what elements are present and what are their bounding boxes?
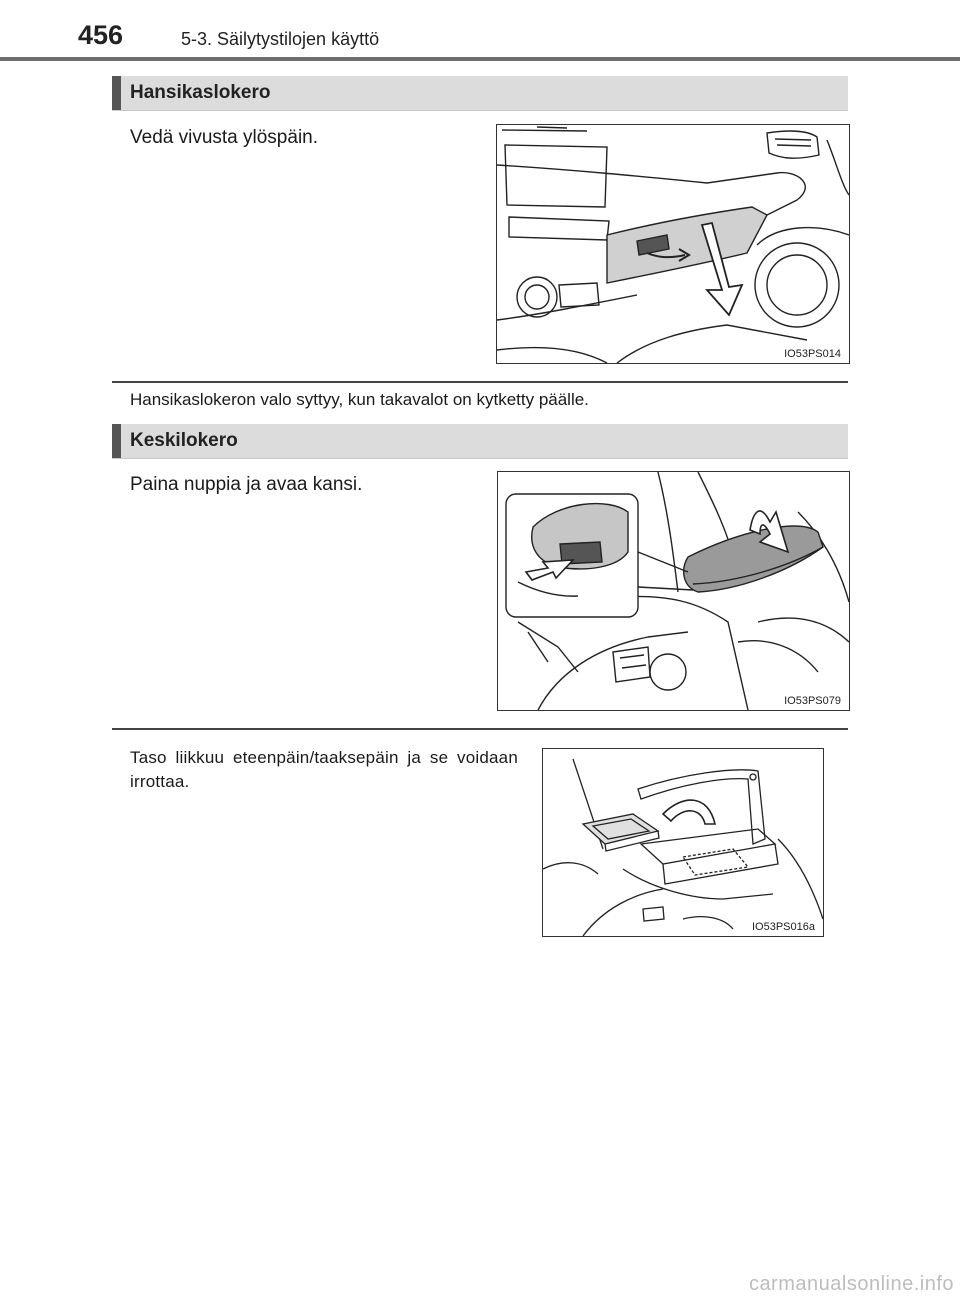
console-drawing <box>498 472 849 710</box>
section-heading-console-box <box>112 424 848 459</box>
section-title: Keskilokero <box>130 430 238 451</box>
glovebox-illustration <box>496 124 850 364</box>
page-number: 456 <box>78 20 124 50</box>
figure-label: IO53PS079 <box>784 695 841 707</box>
section-accent <box>112 424 121 458</box>
section-heading-glovebox <box>112 76 848 111</box>
glovebox-note: Hansikaslokeron valo syttyy, kun takavalot on kytketty päälle. <box>130 390 589 409</box>
console-illustration <box>497 471 850 711</box>
figure-label: IO53PS016a <box>752 921 815 933</box>
tray-illustration <box>542 748 824 937</box>
section-title: Hansikaslokero <box>130 82 271 103</box>
watermark: carmanualsonline.info <box>748 1273 954 1295</box>
glovebox-drawing <box>497 125 849 363</box>
running-head: 5-3. Säilytystilojen käyttö <box>181 29 380 49</box>
glovebox-instruction: Vedä vivusta ylöspäin. <box>130 127 319 148</box>
console-note: Taso liikkuu eteenpäin/taaksepäin ja se voidaan irrottaa. <box>130 748 518 791</box>
figure-label: IO53PS014 <box>784 348 841 360</box>
section-accent <box>112 76 121 110</box>
header-rule <box>0 57 960 61</box>
console-instruction: Paina nuppia ja avaa kansi. <box>130 474 363 495</box>
section-divider <box>112 728 848 730</box>
section-divider <box>112 381 848 383</box>
tray-drawing <box>543 749 823 936</box>
